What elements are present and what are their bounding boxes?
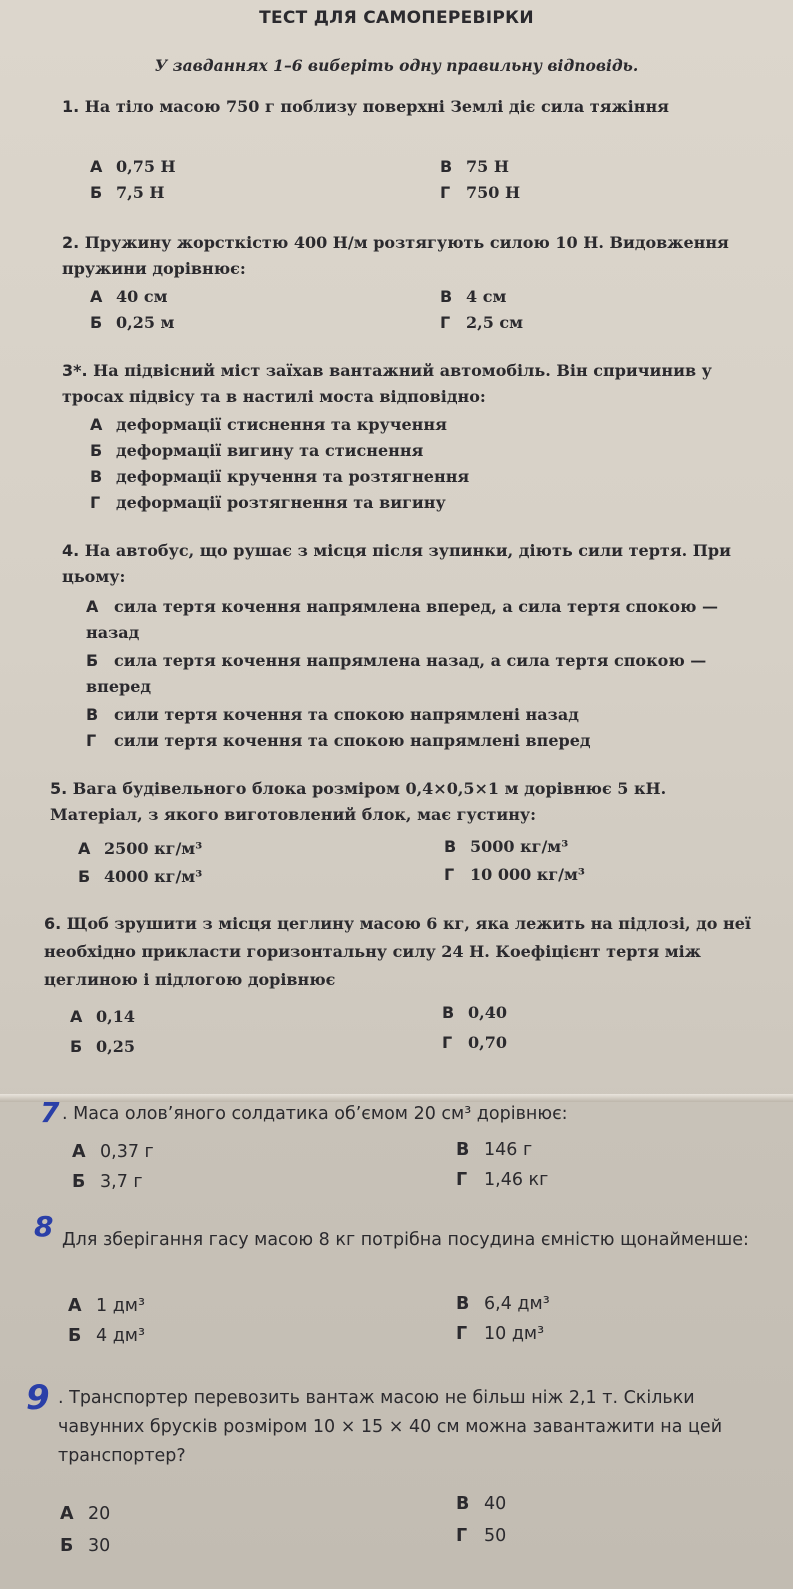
answer-option[interactable]: Б 7,5 Н bbox=[90, 183, 165, 202]
answer-option[interactable]: Г 10 дм³ bbox=[456, 1324, 545, 1344]
answer-option[interactable]: Г деформації розтягнення та вигину bbox=[90, 493, 446, 512]
answer-option[interactable]: В 40 bbox=[456, 1494, 507, 1514]
answer-option[interactable]: В 4 см bbox=[440, 287, 507, 306]
instruction: У завданнях 1–6 виберіть одну правильну відповідь. bbox=[154, 56, 639, 75]
question-3: 3*. На підвісний міст заїхав вантажний автомобіль. Він спричинив у тросах підвісу та в настилі моста відповідно: bbox=[62, 361, 712, 406]
answer-option[interactable]: Г сили тертя кочення та спокою напрямлені вперед bbox=[86, 731, 591, 750]
answer-option[interactable]: Г 50 bbox=[456, 1526, 507, 1546]
question-9: . Транспортер перевозить вантаж масою не більш ніж 2,1 т. Скільки чавунних брусків розміром 10 × 15 × 40 см можна завантажити на цей транспортер? bbox=[58, 1388, 723, 1466]
question-4: 4. На автобус, що рушає з місця після зупинки, діють сили тертя. При цьому: bbox=[62, 541, 731, 586]
answer-option[interactable]: Г 2,5 см bbox=[440, 313, 524, 332]
answer-option[interactable]: А деформації стиснення та кручення bbox=[90, 415, 447, 434]
handwritten-number-9: 9 bbox=[26, 1378, 50, 1418]
answer-option[interactable]: Г 750 Н bbox=[440, 183, 521, 202]
answer-option[interactable]: А 0,75 Н bbox=[90, 157, 176, 176]
answer-option[interactable]: В деформації кручення та розтягнення bbox=[90, 467, 470, 486]
handwritten-number-7: 7 bbox=[40, 1096, 60, 1129]
answer-option[interactable]: Б 4 дм³ bbox=[68, 1326, 146, 1346]
answer-option[interactable]: В 0,40 bbox=[442, 1003, 507, 1022]
answer-option[interactable]: В 75 Н bbox=[440, 157, 509, 176]
question-6: 6. Щоб зрушити з місця цеглину масою 6 кг, яка лежить на підлозі, до неї необхідно прикласти горизонтальну силу 24 Н. Коефіцієнт тертя між цеглиною і підлогою дорівнює bbox=[44, 914, 751, 989]
answer-option[interactable]: Г 0,70 bbox=[442, 1033, 507, 1052]
answer-option[interactable]: Б 0,25 bbox=[70, 1037, 135, 1056]
answer-option[interactable]: Б 4000 кг/м³ bbox=[78, 867, 203, 886]
answer-option[interactable]: Г 10 000 кг/м³ bbox=[444, 865, 585, 884]
answer-option[interactable]: Г 1,46 кг bbox=[456, 1170, 549, 1190]
question-8: Для зберігання гасу масою 8 кг потрібна посудина ємністю щонайменше: bbox=[62, 1230, 749, 1250]
answer-option[interactable]: А сила тертя кочення напрямлена вперед, а сила тертя спокою — назад bbox=[86, 597, 719, 642]
answer-option[interactable]: Б 30 bbox=[60, 1536, 111, 1556]
answer-option[interactable]: А 40 см bbox=[90, 287, 168, 306]
answer-option[interactable]: А 2500 кг/м³ bbox=[78, 839, 203, 858]
question-2: 2. Пружину жорсткістю 400 Н/м розтягують силою 10 Н. Видовження пружини дорівнює: bbox=[62, 233, 729, 278]
handwritten-number-8: 8 bbox=[34, 1210, 54, 1243]
answer-option[interactable]: А 20 bbox=[60, 1504, 111, 1524]
answer-option[interactable]: А 0,14 bbox=[70, 1007, 135, 1026]
answer-option[interactable]: Б сила тертя кочення напрямлена назад, а сила тертя спокою — вперед bbox=[86, 651, 707, 696]
answer-option[interactable]: А 1 дм³ bbox=[68, 1296, 146, 1316]
answer-option[interactable]: Б 3,7 г bbox=[72, 1172, 143, 1192]
answer-option[interactable]: Б деформації вигину та стиснення bbox=[90, 441, 424, 460]
page-title: ТЕСТ ДЛЯ САМОПЕРЕВІРКИ bbox=[259, 8, 534, 28]
answer-option[interactable]: В 6,4 дм³ bbox=[456, 1294, 550, 1314]
question-1: 1. На тіло масою 750 г поблизу поверхні Землі діє сила тяжіння bbox=[62, 97, 669, 116]
answer-option[interactable]: В 5000 кг/м³ bbox=[444, 837, 569, 856]
answer-option[interactable]: Б 0,25 м bbox=[90, 313, 175, 332]
answer-option[interactable]: В 146 г bbox=[456, 1140, 533, 1160]
question-7: . Маса олов’яного солдатика об’ємом 20 см³ дорівнює: bbox=[62, 1104, 568, 1124]
answer-option[interactable]: А 0,37 г bbox=[72, 1142, 154, 1162]
question-5: 5. Вага будівельного блока розміром 0,4×0,5×1 м дорівнює 5 кН. Матеріал, з якого виготовлений блок, має густину: bbox=[50, 779, 667, 824]
answer-option[interactable]: В сили тертя кочення та спокою напрямлені назад bbox=[86, 705, 579, 724]
